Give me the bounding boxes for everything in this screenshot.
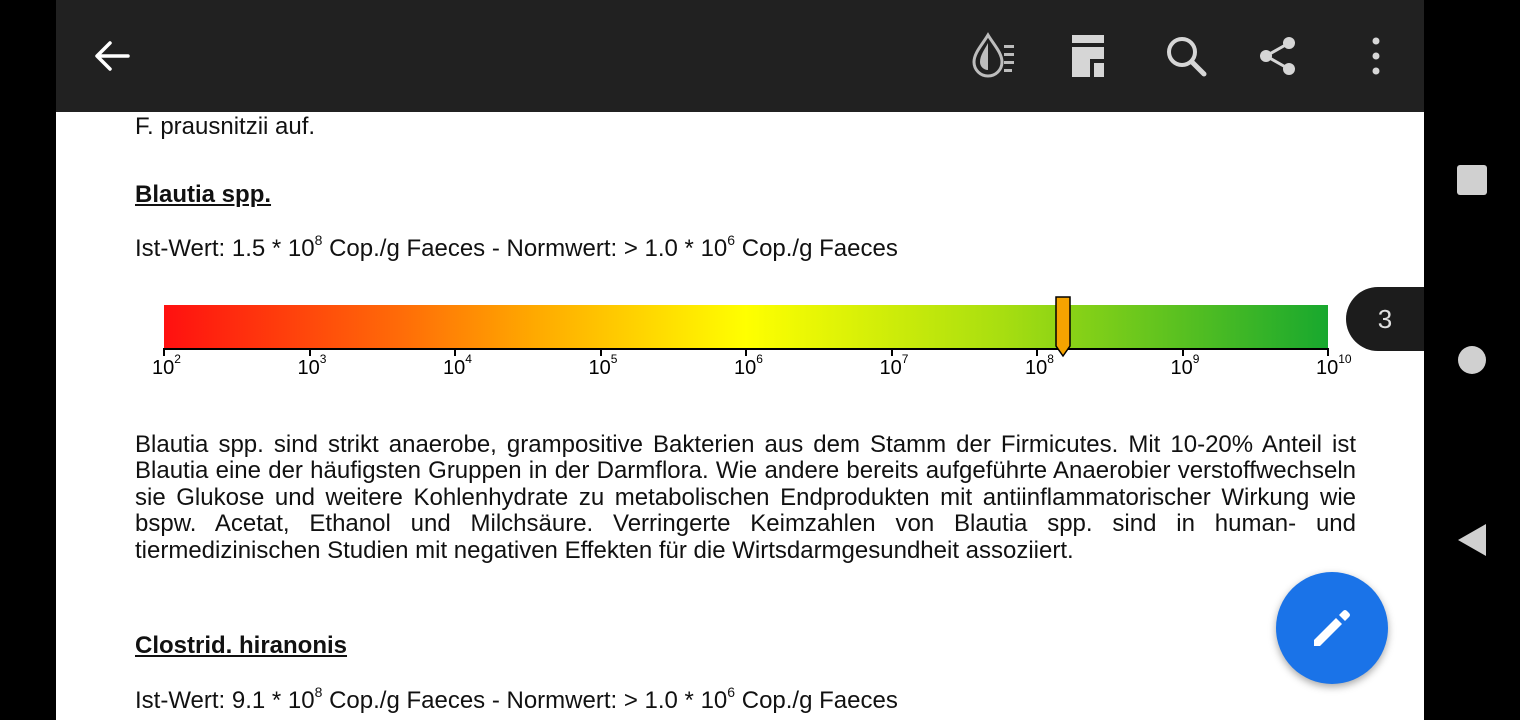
share-icon bbox=[1257, 35, 1299, 77]
gradient-scale-bar bbox=[164, 305, 1328, 349]
value-prefix: Ist-Wert: 1.5 * 10 bbox=[135, 235, 315, 262]
edit-fab-button[interactable] bbox=[1276, 572, 1388, 684]
search-icon bbox=[1164, 34, 1208, 78]
scale-tick bbox=[1036, 348, 1038, 356]
description-paragraph: Blautia spp. sind strikt anaerobe, grampositive Bakterien aus dem Stamm der Firmicutes. Mit 10-20% Anteil ist Blautia eine der häufigsten Gruppen in der Darmflora. Wie andere bereits aufgeführte Anaerobier verstoffwechseln sie Glukose und weitere Kohlenhydrate zu metabolischen Endprodukten mit antiinflammatorischer Wirkung wie bspw. Acetat, Ethanol und Milchsäure. Verringerte Keimzahlen von Blautia spp. sind in human- und tiermedizinischen Studien mit negativen Effekten für die Wirtsdarmgesundheit assoziiert. bbox=[135, 431, 1356, 564]
system-back-button[interactable] bbox=[1448, 516, 1496, 564]
value-exponent: 8 bbox=[314, 232, 323, 248]
more-options-button[interactable] bbox=[1348, 28, 1404, 84]
scale-tick bbox=[454, 348, 456, 356]
back-triangle-icon bbox=[1456, 523, 1488, 557]
scale-tick-label: $10^2$ bbox=[152, 352, 181, 379]
scale-tick bbox=[309, 348, 311, 356]
top-toolbar bbox=[56, 0, 1424, 112]
scale-tick-label: $10^6$ bbox=[734, 352, 763, 379]
scale-tick bbox=[1182, 348, 1184, 356]
home-button[interactable] bbox=[1448, 336, 1496, 384]
scale-tick-label: $10^9$ bbox=[1170, 352, 1200, 379]
scale-tick bbox=[163, 348, 165, 356]
scale-tick-label: $10^3$ bbox=[297, 352, 327, 379]
value-suffix: Cop./g Faeces bbox=[735, 235, 898, 262]
value-prefix: Ist-Wert: 9.1 * 10 bbox=[135, 687, 315, 714]
page-layout-icon bbox=[1068, 33, 1108, 79]
norm-exponent: 6 bbox=[727, 684, 736, 700]
search-button[interactable] bbox=[1158, 28, 1214, 84]
value-exponent: 8 bbox=[314, 684, 323, 700]
recents-button[interactable] bbox=[1448, 156, 1496, 204]
value-mid: Cop./g Faeces - Normwert: > 1.0 * 10 bbox=[322, 687, 728, 714]
share-button[interactable] bbox=[1250, 28, 1306, 84]
edit-pencil-icon bbox=[1308, 604, 1356, 652]
back-button[interactable] bbox=[84, 28, 140, 84]
section-heading-clostrid: Clostrid. hiranonis bbox=[135, 632, 348, 659]
recents-square-icon bbox=[1456, 164, 1488, 196]
value-marker-icon bbox=[1055, 296, 1071, 358]
scale-tick-label: $10^{10}$ bbox=[1316, 352, 1352, 379]
previous-text-line: F. prausnitzii auf. bbox=[135, 113, 316, 140]
scale-tick bbox=[1327, 348, 1329, 356]
value-suffix: Cop./g Faeces bbox=[735, 687, 898, 714]
reading-mode-icon bbox=[968, 31, 1018, 81]
norm-exponent: 6 bbox=[727, 232, 736, 248]
scale-tick bbox=[600, 348, 602, 356]
left-black-strip bbox=[0, 0, 56, 720]
page-number-indicator[interactable]: 3 bbox=[1346, 287, 1424, 351]
value-mid: Cop./g Faeces - Normwert: > 1.0 * 10 bbox=[322, 235, 728, 262]
scale-tick bbox=[891, 348, 893, 356]
arrow-left-icon bbox=[92, 36, 132, 76]
measured-value-line-clostrid bbox=[135, 684, 898, 714]
page-layout-button[interactable] bbox=[1060, 28, 1116, 84]
scale-tick bbox=[745, 348, 747, 356]
reading-mode-button[interactable] bbox=[965, 28, 1021, 84]
more-vert-icon bbox=[1369, 36, 1383, 76]
scale-tick-label: $10^4$ bbox=[443, 352, 472, 379]
scale-tick-label: $10^8$ bbox=[1025, 352, 1054, 379]
home-circle-icon bbox=[1457, 345, 1487, 375]
measured-value-line-blautia bbox=[135, 232, 898, 262]
scale-tick-label: $10^7$ bbox=[879, 352, 909, 379]
scale-tick-label: $10^5$ bbox=[588, 352, 618, 379]
section-heading-blautia: Blautia spp. bbox=[135, 181, 272, 208]
